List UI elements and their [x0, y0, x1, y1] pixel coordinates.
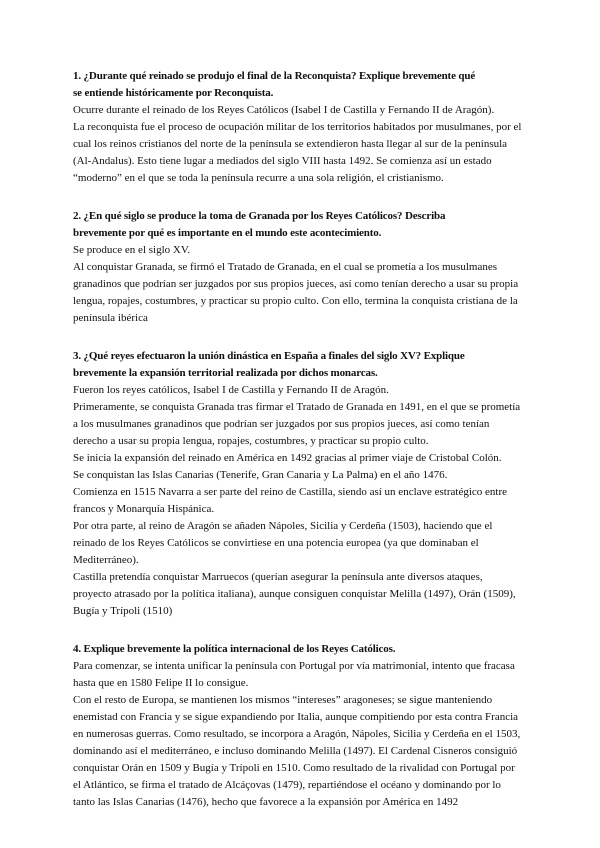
question-heading: se entiende históricamente por Reconquista.	[73, 87, 274, 99]
answer-paragraph: Para comenzar, se intenta unificar la península con Portugal por vía matrimonial, intento que fracasa hasta que en 1580 Felipe II lo consigue.	[73, 660, 515, 689]
answer-paragraph: Por otra parte, al reino de Aragón se añaden Nápoles, Sicilia y Cerdeña (1503), haciendo que el reinado de los Reyes Católicos se convirtiese en una potencia europea (ya que dominaban el Mediterráneo).	[73, 520, 493, 566]
answer-paragraph: Se produce en el siglo XV.	[73, 244, 191, 256]
question-heading: 2. ¿En qué siglo se produce la toma de Granada por los Reyes Católicos? Describa	[73, 210, 446, 222]
answer-paragraph: Ocurre durante el reinado de los Reyes Católicos (Isabel I de Castilla y Fernando II de Aragón).	[73, 104, 495, 116]
question-heading: brevemente por qué es importante en el mundo este acontecimiento.	[73, 227, 382, 239]
question-heading: brevemente la expansión territorial realizada por dichos monarcas.	[73, 367, 378, 379]
document-page	[73, 68, 523, 811]
answer-paragraph: Al conquistar Granada, se firmó el Tratado de Granada, en el cual se prometía a los musulmanes granadinos que podrían ser juzgados por sus propios jueces, así como tenían derecho a usar su propia lengua, ropajes, costumbres, y practicar su propio culto. Con ello, termina la conquista cristiana de la península ibérica	[73, 261, 519, 324]
question-heading: 4. Explique brevemente la política internacional de los Reyes Católicos.	[73, 643, 396, 655]
section-4	[73, 641, 523, 811]
question-heading: 1. ¿Durante qué reinado se produjo el final de la Reconquista? Explique brevemente qué	[73, 70, 476, 82]
answer-paragraph: Se inicia la expansión del reinado en América en 1492 gracias al primer viaje de Cristobal Colón.	[73, 452, 502, 464]
section-3	[73, 348, 523, 620]
answer-paragraph: Castilla pretendía conquistar Marruecos (querían asegurar la península ante diversos ataques, proyecto atrasado por la política italiana), aunque consiguen conquistar Melilla (1497), Orán (1509), Bugía y Trípoli (1510)	[73, 571, 516, 617]
answer-paragraph: Con el resto de Europa, se mantienen los mismos “intereses” aragoneses; se sigue manteniendo enemistad con Francia y se sigue expandiendo por Italia, aunque compitiendo por esta contra Francia en numerosas guerras. Como resultado, se incorpora a Aragón, Nápoles, Sicilia y Cerdeña en el 1503, dominando así el mediterráneo, e incluso dominando Melilla (1497). El Cardenal Cisneros consiguió conquistar Orán en 1509 y Bugía y Trípoli en 1510. Como resultado de la rivalidad con Portugal por el Atlántico, se firma el tratado de Alcáçovas (1479), repartiéndose el océano y dominando por lo tanto las Islas Canarias (1476), hecho que favorece a la expansión por América en 1492	[73, 694, 521, 808]
answer-paragraph: Fueron los reyes católicos, Isabel I de Castilla y Fernando II de Aragón.	[73, 384, 389, 396]
section-1	[73, 68, 523, 187]
answer-paragraph: Primeramente, se conquista Granada tras firmar el Tratado de Granada en 1491, en el que se prometía a los musulmanes granadinos que podrían ser juzgados por sus propios jueces, así como tenían derecho a usar su propia lengua, ropajes, costumbres, y practicar su propio culto.	[73, 401, 521, 447]
section-2	[73, 208, 523, 327]
answer-paragraph: La reconquista fue el proceso de ocupación militar de los territorios habitados por musulmanes, por el cual los reinos cristianos del norte de la península se extendieron hasta llegar al sur de la península (Al-Andalus). Esto tiene lugar a mediados del siglo VIII hasta 1492. Se comienza así un estado “moderno” en el que se toda la península recurre a una sola religión, el cristianismo.	[73, 121, 522, 184]
answer-paragraph: Comienza en 1515 Navarra a ser parte del reino de Castilla, siendo así un enclave estratégico entre francos y Monarquía Hispánica.	[73, 486, 508, 515]
question-heading: 3. ¿Qué reyes efectuaron la unión dinástica en España a finales del siglo XV? Explique	[73, 350, 465, 362]
answer-paragraph: Se conquistan las Islas Canarias (Tenerife, Gran Canaria y La Palma) en el año 1476.	[73, 469, 448, 481]
